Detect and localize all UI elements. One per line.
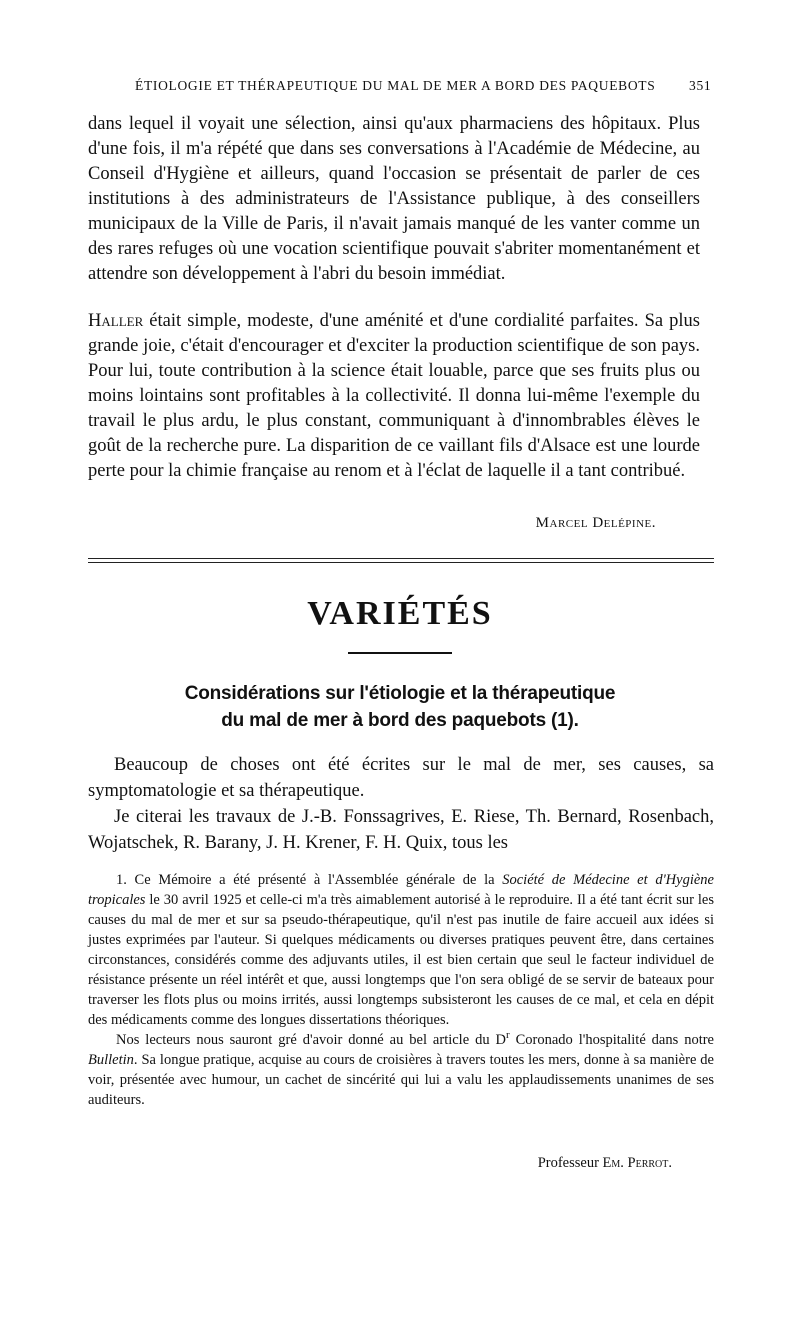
article-paragraph-2: Je citerai les travaux de J.-B. Fonssagrives, E. Riese, Th. Bernard, Rosenbach, Wojatschek, R. Barany, J. H. Krener, F. H. Quix, tous les: [88, 807, 714, 853]
running-head: [0, 78, 800, 100]
footnote-signature-prefix: Professeur: [537, 1155, 603, 1171]
article-heading-line-1: Considérations sur l'étiologie et la thérapeutique: [184, 683, 616, 704]
article-heading: [0, 680, 800, 734]
obituary-paragraph-2-text: était simple, modeste, d'une aménité et d'une cordialité parfaites. Sa plus grande joie, c'était d'encourager et d'exciter la production scientifique de son pays. Pour lui, toute contribution à la science était louable, parce que ses fruits plus ou moins lointains sont profitables à la collectivité. Il donna lui-même l'exemple du travail le plus ardu, le plus constant, communiquant à d'innombrables élèves le goût de la recherche pure. La disparition de ce vaillant fils d'Alsace est une lourde perte pour la chimie française au renom et à l'éclat de laquelle il a tant contribué.: [88, 311, 700, 481]
obituary-signature: Marcel Delépine.: [535, 515, 656, 531]
article-paragraph-1: Beaucoup de choses ont été écrites sur le mal de mer, ses causes, sa symptomatologie et sa thérapeutique.: [88, 755, 714, 801]
footnote-reference: (1).: [551, 710, 579, 731]
bulletin-title: Bulletin: [88, 1052, 134, 1068]
footnote-block: [88, 870, 714, 1110]
footnote-signature: [0, 1155, 672, 1172]
obituary-paragraph-1: dans lequel il voyait une sélection, ainsi qu'aux pharmaciens des hôpitaux. Plus d'une fois, il m'a répété que dans ses conversations à l'Académie de Médecine, au Conseil d'Hygiène et ailleurs, quand l'occasion se présentait de parler de ces institutions à des administrateurs de l'Assistance publique, à des conseillers municipaux de la Ville de Paris, il n'avait jamais manqué de les vanter comme un des rares refuges où une vocation scientifique pouvait s'abriter momentanément et attendre son développement à l'abri du besoin immédiat.: [88, 114, 700, 284]
footnote-text: Nos lecteurs nous sauront gré d'avoir donné au bel article du D: [116, 1032, 506, 1048]
society-name: Société de Médecine et d'Hygiène tropicales: [88, 872, 714, 908]
section-title: VARIÉTÉS: [307, 595, 493, 632]
article-heading-line-2-text: du mal de mer à bord des paquebots: [221, 710, 546, 731]
footnote-paragraph-2: [88, 1030, 714, 1110]
footnote-paragraph-1: [88, 870, 714, 1030]
footnote-superscript: r: [505, 1029, 510, 1042]
footnote-marker: 1.: [116, 872, 127, 888]
article-heading-line-2: [0, 707, 800, 734]
footnote-text: . Sa longue pratique, acquise au cours de croisières à travers toutes les mers, donne à sa manière de voir, présentée avec humour, un cachet de sincérité qui lui a valu les applaudissements unanimes de ses auditeurs.: [88, 1052, 714, 1108]
obituary-paragraph-2: [88, 309, 700, 484]
running-head-title: ÉTIOLOGIE ET THÉRAPEUTIQUE DU MAL DE MER A BORD DES PAQUEBOTS: [135, 78, 656, 93]
footnote-text: Ce Mémoire a été présenté à l'Assemblée générale de la: [126, 872, 503, 888]
section-divider-bottom: [88, 562, 714, 563]
footnote-signature-name: Em. Perrot.: [602, 1155, 672, 1171]
footnote-text: Coronado l'hospitalité dans notre: [509, 1032, 714, 1048]
haller-name: Haller: [88, 311, 144, 331]
section-title-rule: [348, 652, 452, 654]
footnote-text: le 30 avril 1925 et celle-ci m'a très aimablement autorisé à le reproduire. Il a été tant écrit sur les causes du mal de mer et sur sa pseudo-thérapeutique, qu'il n'est pas inutile de faire accueil aux idées si justes exprimées par l'auteur. Si quelques médicaments ou diverses pratiques peuvent être, dans certaines circonstances, considérés comme des adjuvants utiles, il est bien certain que seul le facteur individuel de résistance présente un réel intérêt et que, aussi longtemps que l'on sera obligé de se servir de bateaux pour traverser les flots plus ou moins irrités, aussi longtemps subsisteront les causes de ce mal, et cela en dépit des médicaments comme des longues dissertations théoriques.: [88, 892, 714, 1028]
section-divider-top: [88, 558, 714, 559]
page-number: 351: [689, 78, 712, 93]
